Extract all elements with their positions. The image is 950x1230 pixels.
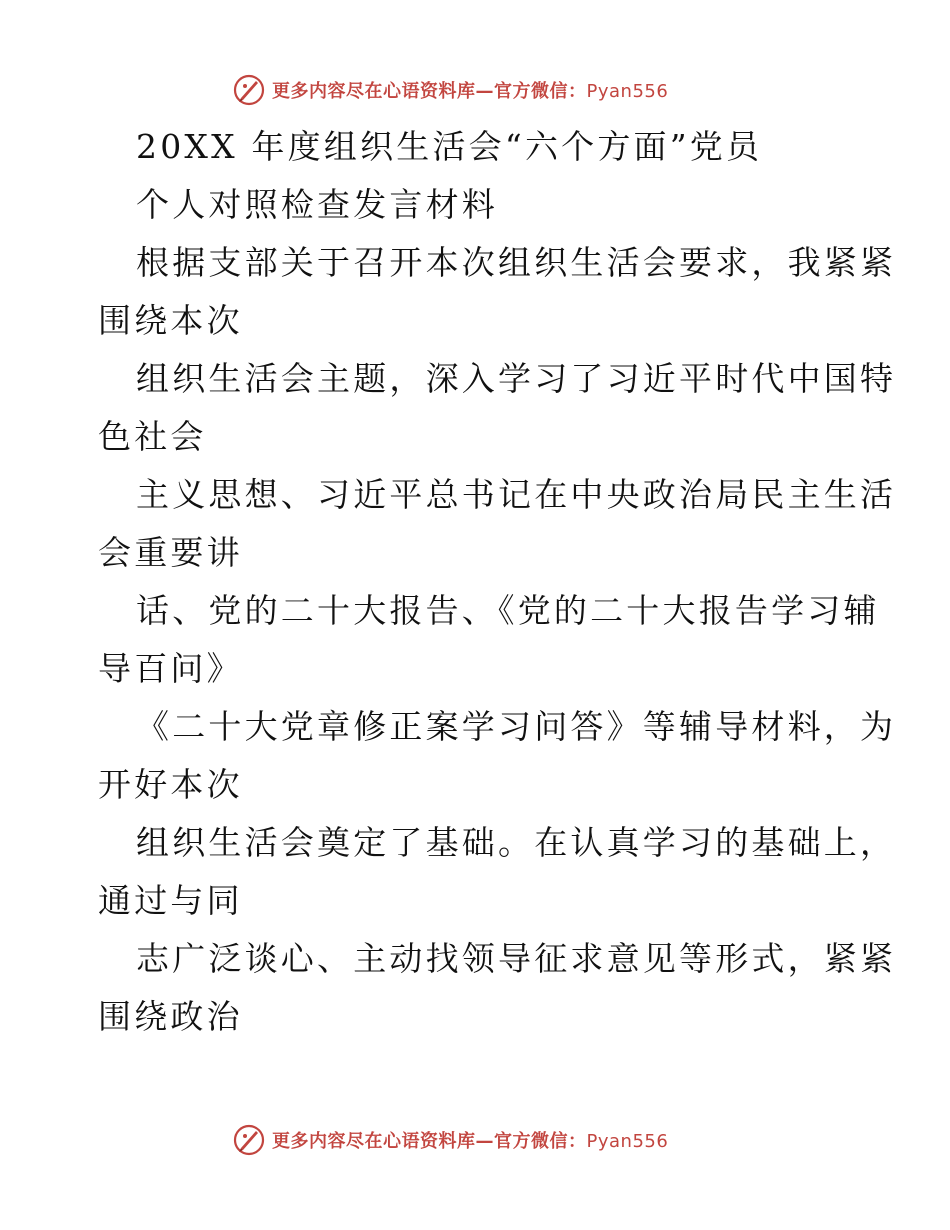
doc-line: 围绕政治 — [98, 997, 243, 1036]
watermark-contact: Pyan556 — [586, 81, 669, 102]
document-body — [98, 118, 897, 1046]
quill-logo-icon — [232, 73, 266, 107]
doc-line: 话、党的二十大报告、《党的二十大报告学习辅 — [136, 591, 880, 630]
doc-line: 组织生活会奠定了基础。在认真学习的基础上， — [136, 823, 897, 862]
doc-line: 组织生活会主题，深入学习了习近平时代中国特 — [136, 359, 897, 398]
footer-watermark — [232, 1122, 668, 1158]
watermark-contact: Pyan556 — [586, 1131, 669, 1152]
doc-line: 《二十大党章修正案学习问答》等辅导材料，为 — [136, 707, 897, 746]
doc-line: 开好本次 — [98, 765, 243, 804]
header-watermark — [232, 72, 668, 108]
doc-title-line: 20XX 年度组织生活会“六个方面”党员 — [136, 127, 763, 166]
quill-logo-icon — [232, 1123, 266, 1157]
doc-line: 导百问》 — [98, 649, 243, 688]
doc-line: 根据支部关于召开本次组织生活会要求，我紧紧 — [136, 243, 897, 282]
doc-line: 会重要讲 — [98, 533, 243, 572]
watermark-text — [272, 1127, 668, 1153]
doc-line: 通过与同 — [98, 881, 243, 920]
doc-line: 主义思想、习近平总书记在中央政治局民主生活 — [136, 475, 897, 514]
doc-subtitle-line: 个人对照检查发言材料 — [136, 185, 498, 224]
watermark-label: 更多内容尽在心语资料库—官方微信： — [272, 81, 587, 102]
watermark-label: 更多内容尽在心语资料库—官方微信： — [272, 1131, 587, 1152]
watermark-text — [272, 77, 668, 103]
doc-line: 围绕本次 — [98, 301, 243, 340]
doc-line: 色社会 — [98, 417, 207, 456]
doc-line: 志广泛谈心、主动找领导征求意见等形式，紧紧 — [136, 939, 897, 978]
